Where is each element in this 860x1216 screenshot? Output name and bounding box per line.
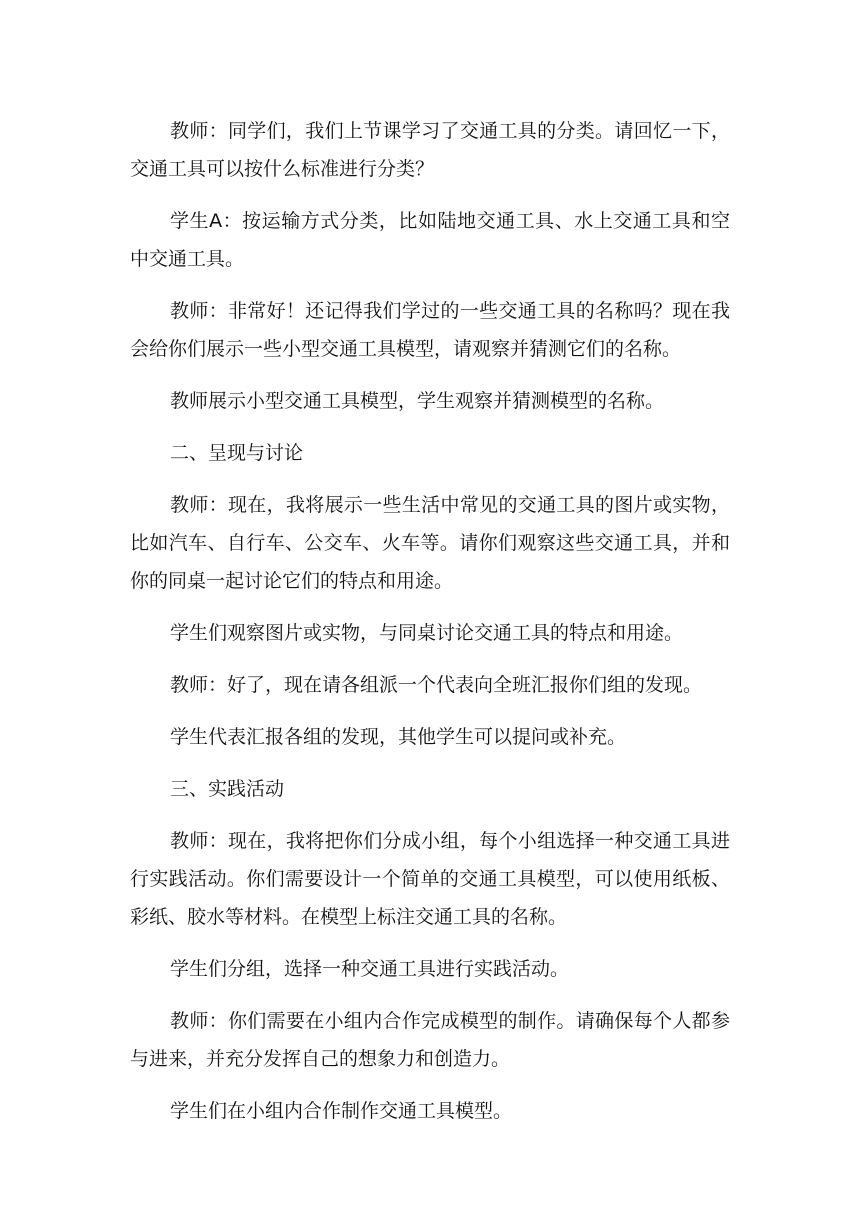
- paragraph: 教师：同学们，我们上节课学习了交通工具的分类。请回忆一下，交通工具可以按什么标准进行分类？: [130, 120, 730, 180]
- section-heading: 三、实践活动: [170, 778, 285, 800]
- paragraph: 教师：好了，现在请各组派一个代表向全班汇报你们组的发现。: [170, 674, 703, 696]
- paragraph: 教师：现在，我将展示一些生活中常见的交通工具的图片或实物，比如汽车、自行车、公交车、火车等。请你们观察这些交通工具，并和你的同桌一起讨论它们的特点和用途。: [130, 494, 730, 592]
- paragraph: 学生们分组，选择一种交通工具进行实践活动。: [170, 958, 570, 980]
- paragraph: 学生代表汇报各组的发现，其他学生可以提问或补充。: [170, 726, 627, 748]
- paragraph: 学生们在小组内合作制作交通工具模型。: [170, 1100, 513, 1122]
- section-heading: 二、呈现与讨论: [170, 442, 304, 464]
- paragraph: 教师展示小型交通工具模型，学生观察并猜测模型的名称。: [170, 390, 665, 412]
- paragraph: 教师：你们需要在小组内合作完成模型的制作。请确保每个人都参与进来，并充分发挥自己的想象力和创造力。: [130, 1010, 730, 1070]
- paragraph: 学生A：按运输方式分类，比如陆地交通工具、水上交通工具和空中交通工具。: [130, 210, 730, 270]
- paragraph: 学生们观察图片或实物，与同桌讨论交通工具的特点和用途。: [170, 622, 684, 644]
- document-body: [130, 112, 730, 1144]
- paragraph: 教师：现在，我将把你们分成小组，每个小组选择一种交通工具进行实践活动。你们需要设计一个简单的交通工具模型，可以使用纸板、彩纸、胶水等材料。在模型上标注交通工具的名称。: [130, 830, 730, 928]
- paragraph: 教师：非常好！还记得我们学过的一些交通工具的名称吗？现在我会给你们展示一些小型交通工具模型，请观察并猜测它们的名称。: [130, 300, 730, 360]
